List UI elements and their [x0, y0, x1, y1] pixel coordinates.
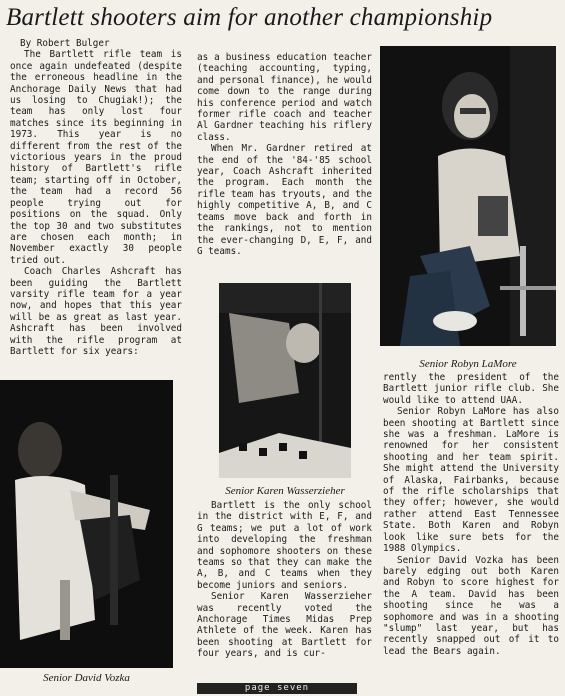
robyn-image	[380, 46, 556, 346]
paragraph: When Mr. Gardner retired at the end of the '84-'85 school year, Coach Ashcraft inherited the program. Each month the rifle team has tryouts, and the highly competitive A, B, and C teams move back and forth in the rankings, not to mention the ever-changing D, E, F, and G teams.	[197, 143, 372, 257]
article-column-2	[197, 52, 372, 280]
page-number: page seven	[197, 683, 357, 694]
photo-karen-wasserzieher	[219, 283, 351, 478]
caption-robyn: Senior Robyn LaMore	[419, 358, 517, 370]
david-image	[0, 380, 173, 668]
paragraph: as a business education teacher (teaching accounting, typing, and personal finance), he would come down to the range during his conference period and watch former rifle coach and teacher Al Gardner teaching his riflery class.	[197, 52, 372, 143]
paragraph: rently the president of the Bartlett junior rifle club. She would like to attend UAA.	[383, 372, 559, 406]
byline: By Robert Bulger	[20, 38, 110, 49]
paragraph: Coach Charles Ashcraft has been guiding the Bartlett varsity rifle team for a year now, and hopes that this year will be as great as last year. Ashcraft has been involved with the rifle program at Bartlett for six years:	[10, 266, 182, 356]
karen-image	[219, 283, 351, 478]
article-column-2b	[197, 500, 372, 681]
article-column-1	[10, 38, 182, 356]
paragraph: Bartlett is the only school in the district with E, F, and G teams; we put a lot of work into developing the freshman and sophomore shooters on these teams so that they can make the A, B, and C teams when they become juniors and seniors.	[197, 500, 372, 591]
paragraph: Senior Karen Wasserzieher was recently voted the Anchorage Times Midas Prep Athlete of the week. Karen has been shooting at Bartlett for four years, and is cur-	[197, 591, 372, 660]
photo-robyn-lamore	[380, 46, 556, 346]
paragraph: Senior Robyn LaMore has also been shooting at Bartlett since she was a freshman. LaMore is renowned for her consistent shooting and her team spirit. She might attend the University of Alaska, Fairbanks, because of the rifle scholarships that they offer; however, she would rather attend East Tennessee State. Both Karen and Robyn look like sure bets for the 1988 Olympics.	[383, 406, 559, 555]
headline: Bartlett shooters aim for another championship	[6, 4, 493, 31]
paragraph: Senior David Vozka has been barely edging out both Karen and Robyn to score highest for the A team. David has been shooting since he was a sophomore and was in a shooting "slump" last year, but has recently snapped out of it to lead the Bears again.	[383, 554, 559, 657]
paragraph: The Bartlett rifle team is once again undefeated (despite the erroneous headline in the Anchorage Daily News that had us losing to Chugiak!); the team has only lost four matches since its beginning in 1973. This year is no different from the rest of the victorious years in the proud history of Bartlett's rifle team; starting off in October, the team had a record 56 people trying out for positions on the squad. Only the top 30 and two substitutes are chosen each month; in November exactly 30 people tried out.	[10, 49, 182, 266]
caption-david: Senior David Vozka	[43, 672, 130, 684]
caption-karen: Senior Karen Wasserzieher	[225, 485, 345, 497]
article-column-3	[383, 372, 559, 690]
photo-david-vozka	[0, 380, 173, 668]
